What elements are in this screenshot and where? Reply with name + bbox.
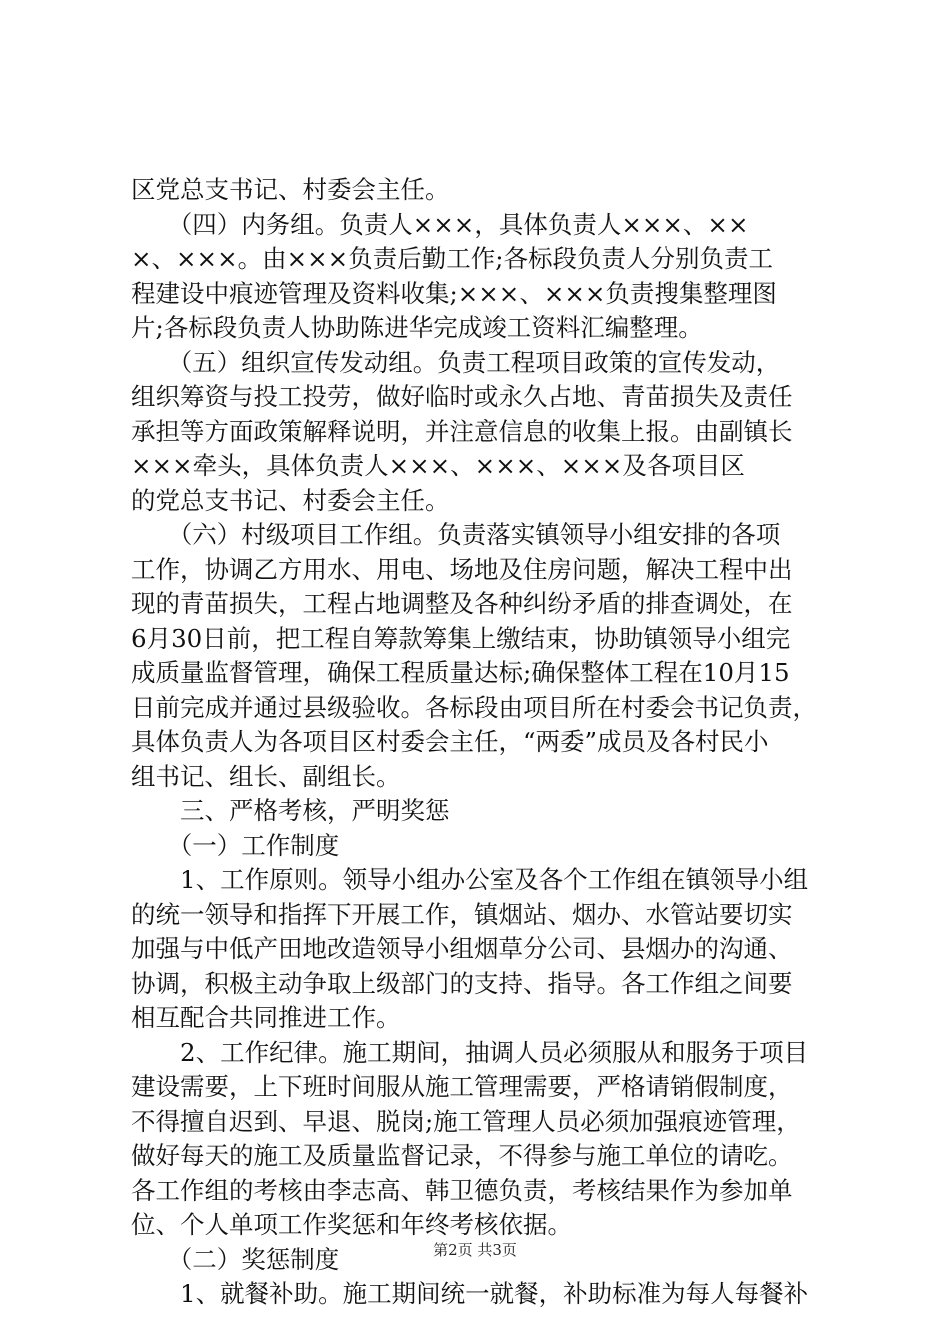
text-line: 的党总支书记、村委会主任。 xyxy=(131,485,450,515)
text-line: 做好每天的施工及质量监督记录，不得参与施工单位的请吃。 xyxy=(131,1141,793,1170)
text-line: 组书记、组长、副组长。 xyxy=(131,761,401,791)
text-line: 工作，协调乙方用水、用电、场地及住房问题，解决工程中出 xyxy=(131,554,793,584)
text-line: 区党总支书记、村委会主任。 xyxy=(131,175,450,204)
text-line: （六）村级项目工作组。负责落实镇领导小组安排的各项 xyxy=(131,520,781,549)
text-line: 片;各标段负责人协助陈进华完成竣工资料汇编整理。 xyxy=(131,313,703,342)
text-line: 承担等方面政策解释说明，并注意信息的收集上报。由副镇长 xyxy=(131,416,793,446)
text-line: ×××牵头，具体负责人×××、×××、×××及各项目区 xyxy=(131,451,745,480)
text-line: 三、严格考核，严明奖惩 xyxy=(131,796,450,825)
text-line: 组织筹资与投工投劳，做好临时或永久占地、青苗损失及责任 xyxy=(131,382,793,411)
text-line: 1、工作原则。领导小组办公室及各个工作组在镇领导小组 xyxy=(131,865,809,894)
text-line: ×、×××。由×××负责后勤工作;各标段负责人分别负责工 xyxy=(131,244,773,273)
text-line: 相互配合共同推进工作。 xyxy=(131,1003,401,1032)
text-line: 日前完成并通过县级验收。各标段由项目所在村委会书记负责， xyxy=(131,692,817,722)
text-line: 2、工作纪律。施工期间，抽调人员必须服从和服务于项目 xyxy=(131,1037,809,1067)
text-line: 各工作组的考核由李志高、韩卫德负责，考核结果作为参加单 xyxy=(131,1175,793,1205)
text-line: 程建设中痕迹管理及资料收集;×××、×××负责搜集整理图 xyxy=(131,278,777,308)
text-line: （二）奖惩制度 xyxy=(131,1244,340,1274)
document-body xyxy=(131,173,831,1312)
page-footer: 第2页 共3页 xyxy=(433,1241,517,1259)
text-line: 6月30日前，把工程自筹款筹集上缴结束，协助镇领导小组完 xyxy=(131,623,791,653)
text-line: 不得擅自迟到、早退、脱岗;施工管理人员必须加强痕迹管理， xyxy=(131,1106,801,1136)
text-line: 位、个人单项工作奖惩和年终考核依据。 xyxy=(131,1210,572,1239)
text-line: 现的青苗损失，工程占地调整及各种纠纷矛盾的排查调处，在 xyxy=(131,589,793,618)
text-line: 加强与中低产田地改造领导小组烟草分公司、县烟办的沟通、 xyxy=(131,934,793,963)
text-line: （一）工作制度 xyxy=(131,830,340,860)
text-line: 建设需要，上下班时间服从施工管理需要，严格请销假制度， xyxy=(131,1072,793,1101)
text-line: 成质量监督管理，确保工程质量达标;确保整体工程在10月15 xyxy=(131,658,790,687)
text-line: （四）内务组。负责人×××，具体负责人×××、×× xyxy=(131,209,749,239)
text-line: （五）组织宣传发动组。负责工程项目政策的宣传发动， xyxy=(131,347,781,377)
text-line: 1、就餐补助。施工期间统一就餐，补助标准为每人每餐补 xyxy=(131,1279,809,1308)
text-line: 具体负责人为各项目区村委会主任，“两委”成员及各村民小 xyxy=(131,727,769,756)
text-line: 的统一领导和指挥下开展工作，镇烟站、烟办、水管站要切实 xyxy=(131,899,793,929)
text-line: 协调，积极主动争取上级部门的支持、指导。各工作组之间要 xyxy=(131,968,793,998)
